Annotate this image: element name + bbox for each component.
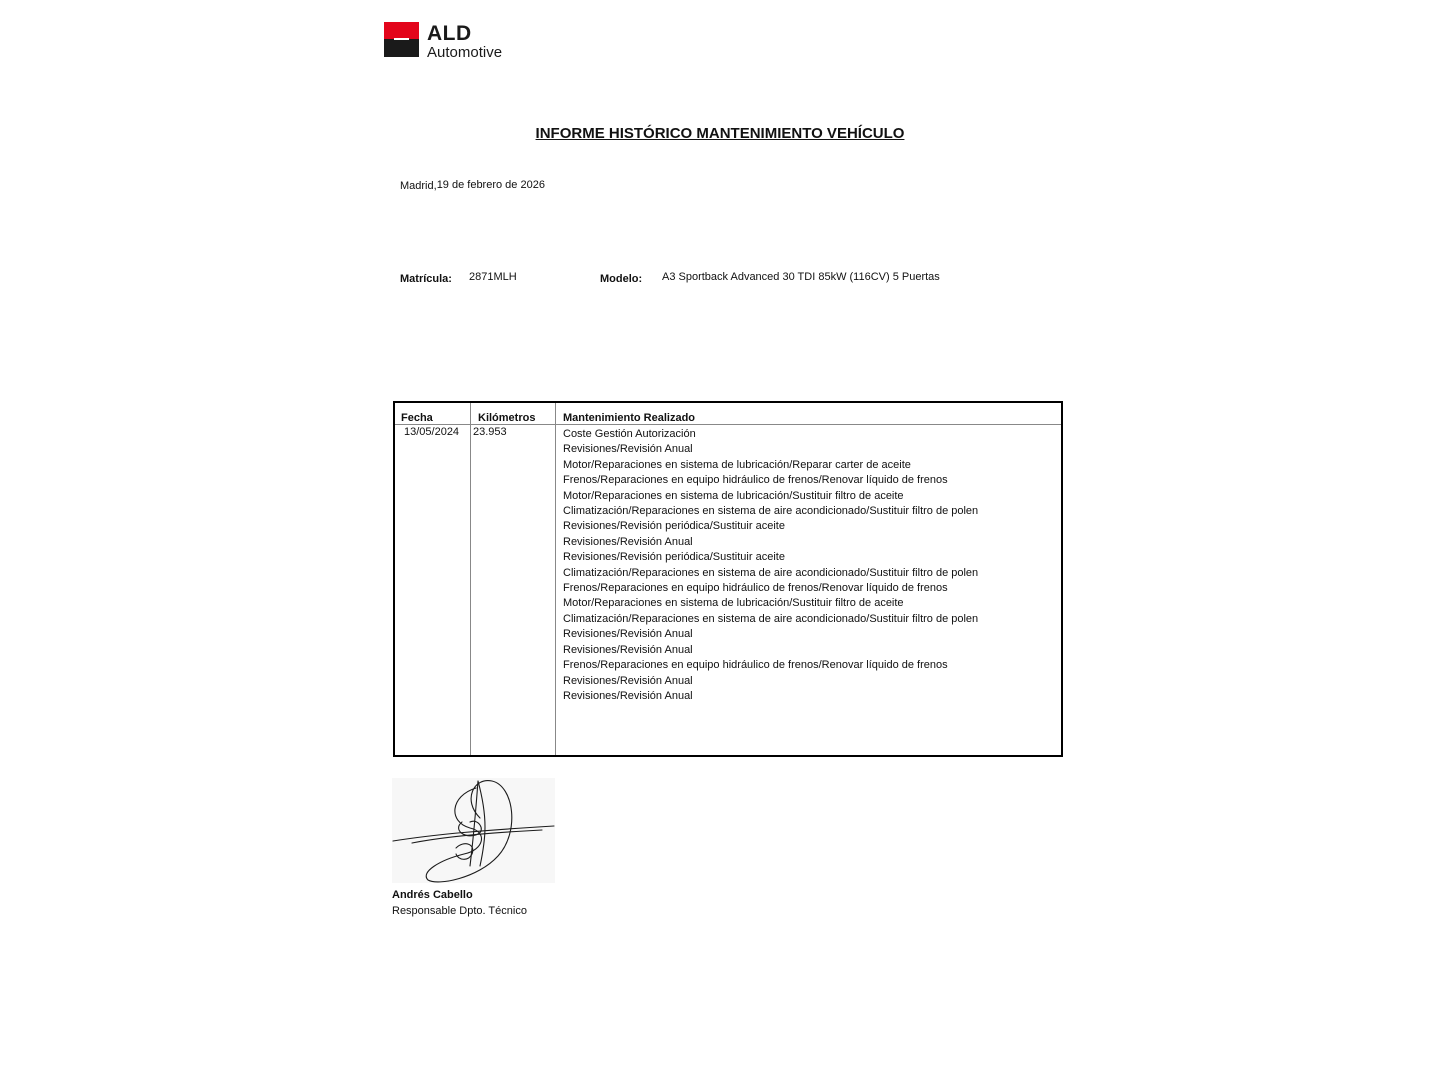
signer-name: Andrés Cabello [392, 889, 473, 901]
header-divider [395, 424, 1061, 425]
maintenance-item: Revisiones/Revisión Anual [563, 643, 693, 656]
row-km: 23.953 [473, 426, 507, 438]
logo-brand: ALD [427, 22, 472, 45]
column-divider [555, 403, 556, 755]
maintenance-item: Frenos/Reparaciones en equipo hidráulico de frenos/Renovar líquido de frenos [563, 582, 948, 595]
column-divider [470, 403, 471, 755]
header-maintenance: Mantenimiento Realizado [563, 412, 696, 424]
maintenance-table [393, 401, 1063, 757]
ald-automotive-logo [384, 22, 503, 61]
document-date-line [400, 179, 545, 191]
model-value: A3 Sportback Advanced 30 TDI 85kW (116CV) 5 Puertas [662, 271, 940, 283]
document-title: INFORME HISTÓRICO MANTENIMIENTO VEHÍCULO [535, 125, 905, 142]
maintenance-item: Revisiones/Revisión Anual [563, 443, 693, 456]
header-date: Fecha [401, 412, 433, 424]
maintenance-item: Revisiones/Revisión Anual [563, 535, 693, 548]
plate-value: 2871MLH [469, 271, 517, 283]
signature-image [392, 778, 555, 883]
model-label: Modelo: [600, 273, 643, 285]
maintenance-item: Revisiones/Revisión Anual [563, 628, 693, 641]
row-date: 13/05/2024 [404, 426, 460, 438]
handwritten-signature-icon [392, 778, 555, 883]
maintenance-item: Motor/Reparaciones en sistema de lubricación/Sustituir filtro de aceite [563, 489, 904, 502]
logo-subtitle: Automotive [427, 44, 503, 61]
maintenance-item: Revisiones/Revisión periódica/Sustituir aceite [563, 551, 785, 564]
maintenance-items-list [563, 427, 983, 704]
maintenance-item: Motor/Reparaciones en sistema de lubricación/Sustituir filtro de aceite [563, 597, 904, 610]
maintenance-item: Frenos/Reparaciones en equipo hidráulico de frenos/Renovar líquido de frenos [563, 474, 948, 487]
logo-mark-icon [384, 22, 419, 57]
logo-wordmark [427, 22, 502, 60]
maintenance-item: Frenos/Reparaciones en equipo hidráulico de frenos/Renovar líquido de frenos [563, 659, 948, 672]
plate-label: Matrícula: [400, 273, 452, 285]
maintenance-item: Revisiones/Revisión Anual [563, 689, 693, 702]
maintenance-item: Climatización/Reparaciones en sistema de aire acondicionado/Sustituir filtro de polen [563, 505, 979, 518]
document-date: 19 de febrero de 2026 [436, 179, 545, 191]
maintenance-item: Climatización/Reparaciones en sistema de aire acondicionado/Sustituir filtro de polen [563, 566, 979, 579]
document-place: Madrid, [400, 180, 437, 192]
maintenance-item: Motor/Reparaciones en sistema de lubricación/Reparar carter de aceite [563, 458, 911, 471]
maintenance-item: Revisiones/Revisión Anual [563, 674, 693, 687]
maintenance-item: Revisiones/Revisión periódica/Sustituir aceite [563, 520, 785, 533]
maintenance-item: Coste Gestión Autorización [563, 428, 696, 440]
signer-role: Responsable Dpto. Técnico [392, 905, 527, 917]
header-km: Kilómetros [478, 412, 536, 424]
maintenance-item: Climatización/Reparaciones en sistema de aire acondicionado/Sustituir filtro de polen [563, 612, 979, 625]
